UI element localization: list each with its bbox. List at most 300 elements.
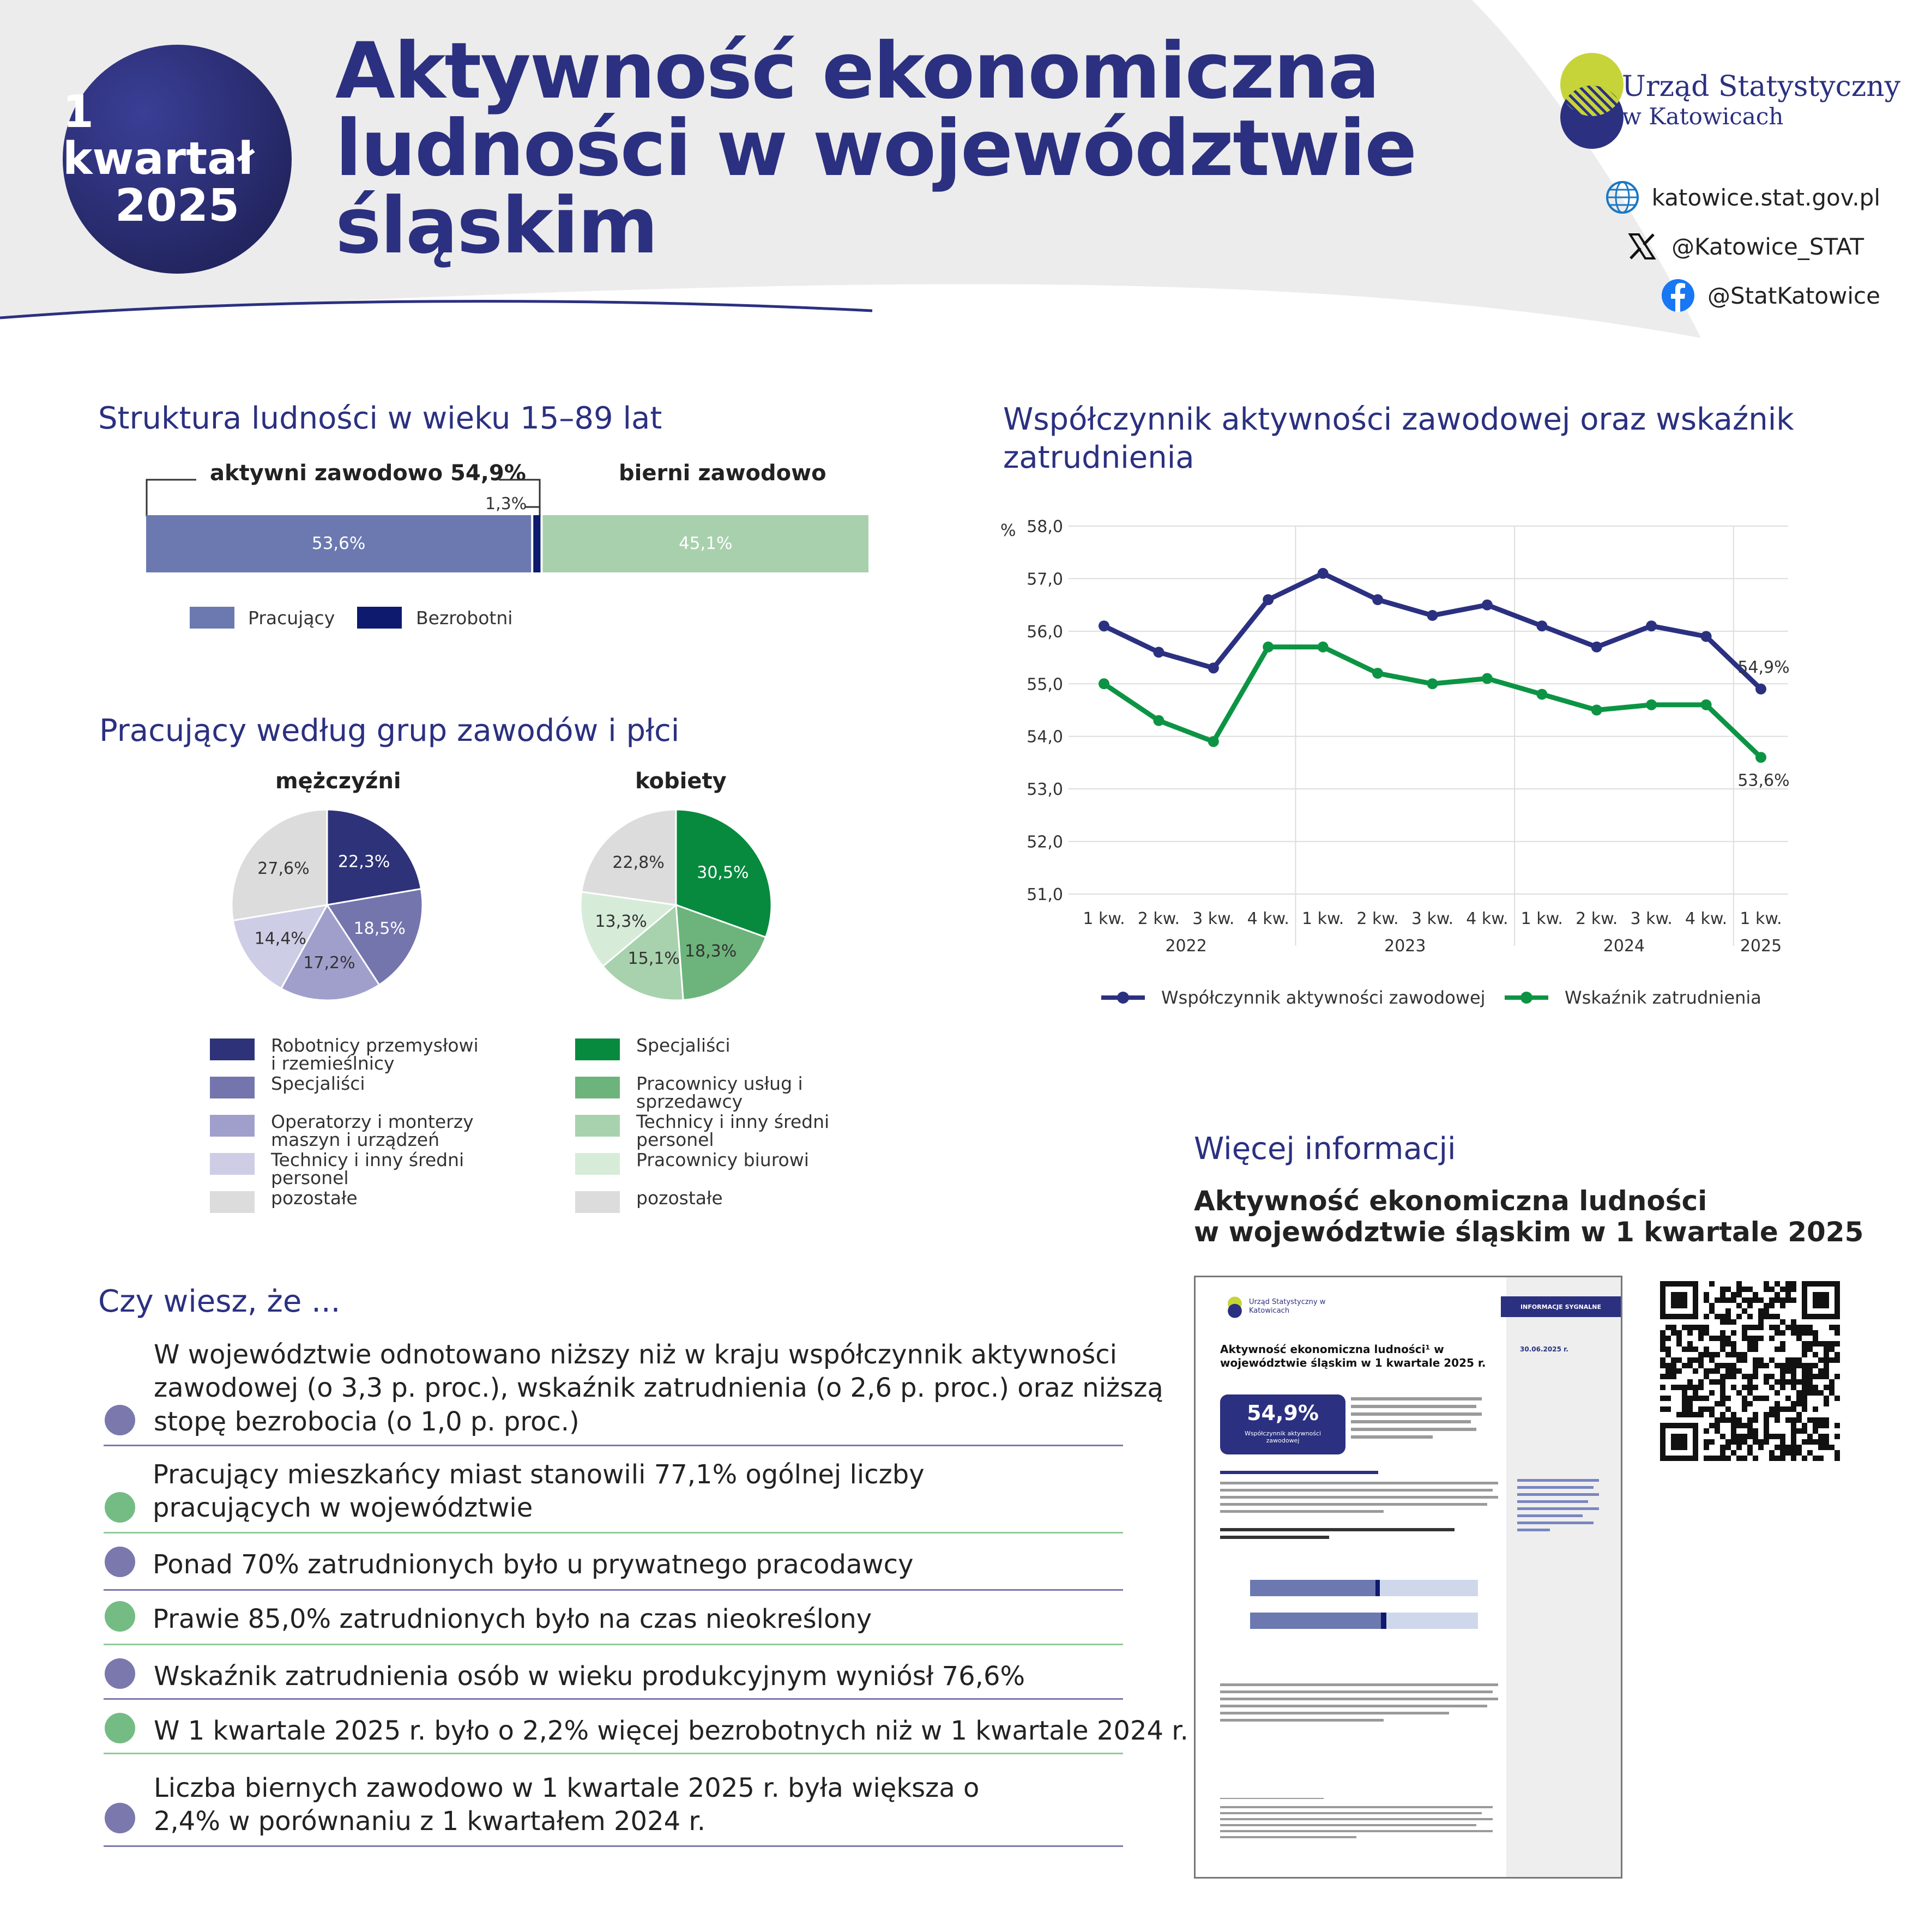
qr-module: [1785, 1406, 1791, 1412]
legend-marker-employment-rate: [1520, 992, 1532, 1004]
qr-module: [1731, 1352, 1736, 1357]
qr-module: [1665, 1406, 1671, 1412]
qr-module: [1725, 1396, 1731, 1401]
qr-module: [1764, 1281, 1769, 1287]
qr-module: [1747, 1336, 1753, 1341]
qr-module: [1704, 1330, 1709, 1336]
qr-module: [1785, 1357, 1791, 1363]
qr-module: [1796, 1330, 1802, 1336]
active-bracket: [142, 469, 545, 518]
qr-module: [1731, 1385, 1736, 1390]
qr-module: [1709, 1281, 1715, 1287]
qr-module: [1665, 1347, 1671, 1352]
qr-module: [1824, 1347, 1829, 1352]
x-tick-label-8: 4 kw.: [1466, 909, 1508, 928]
qr-module: [1693, 1390, 1698, 1396]
qr-module: [1807, 1330, 1813, 1336]
qr-module: [1698, 1412, 1704, 1417]
fact-text-2: Pracujący mieszkańcy miast stanowili 77,1% ogólnej liczby pracujących w województwie: [153, 1459, 925, 1524]
x-tick-label-11: 3 kw.: [1630, 909, 1673, 928]
qr-module: [1747, 1341, 1753, 1347]
qr-module: [1780, 1434, 1785, 1439]
qr-module: [1747, 1379, 1753, 1385]
unemployed-share-label: 1,3%: [485, 494, 527, 514]
qr-module: [1764, 1434, 1769, 1439]
fact-bullet-2: [105, 1492, 135, 1523]
men-pie-slice-label-5: 27,6%: [257, 859, 310, 879]
qr-module: [1764, 1287, 1769, 1292]
qr-module: [1693, 1396, 1698, 1401]
qr-module: [1715, 1423, 1720, 1428]
x-tick-label-12: 4 kw.: [1685, 909, 1728, 928]
qr-module: [1758, 1297, 1764, 1303]
thumb-title: Aktywność ekonomiczna ludności¹ w województwie śląskim w 1 kwartale 2025 r.: [1220, 1343, 1486, 1369]
qr-module: [1720, 1336, 1725, 1341]
qr-module: [1796, 1357, 1802, 1363]
qr-module: [1824, 1374, 1829, 1379]
qr-module: [1813, 1423, 1818, 1428]
qr-module: [1665, 1368, 1671, 1374]
qr-module: [1758, 1314, 1764, 1319]
org-name-line1: Urząd Statystyczny: [1622, 70, 1901, 103]
x-tick-label-10: 2 kw.: [1576, 909, 1618, 928]
qr-module: [1709, 1412, 1715, 1417]
qr-module: [1829, 1347, 1834, 1352]
y-tick-label-6: 56,0: [1027, 622, 1063, 642]
qr-module: [1720, 1347, 1725, 1352]
activity-rate-point-8: [1482, 600, 1493, 611]
qr-module: [1802, 1439, 1807, 1445]
publication-title-line1: Aktywność ekonomiczna ludności: [1194, 1185, 1707, 1217]
qr-module: [1687, 1363, 1693, 1368]
fact-divider-7: [104, 1845, 1123, 1847]
qr-module: [1715, 1297, 1720, 1303]
fact-divider-6: [104, 1753, 1123, 1754]
women-legend-swatch-2: [575, 1077, 620, 1098]
qr-module: [1698, 1406, 1704, 1412]
x-tick-label-1: 1 kw.: [1083, 909, 1125, 928]
qr-module: [1753, 1385, 1758, 1390]
y-tick-label-5: 55,0: [1027, 675, 1063, 695]
legend-label-pracujacy: Pracujący: [248, 607, 335, 629]
qr-module: [1769, 1314, 1775, 1319]
qr-module: [1715, 1428, 1720, 1434]
qr-module: [1660, 1374, 1665, 1379]
qr-module: [1709, 1423, 1715, 1428]
qr-module: [1802, 1341, 1807, 1347]
qr-module: [1742, 1439, 1747, 1445]
qr-module: [1715, 1368, 1720, 1374]
qr-module: [1791, 1297, 1796, 1303]
qr-module: [1791, 1417, 1796, 1423]
women-pie-title: kobiety: [635, 769, 727, 794]
qr-module: [1764, 1314, 1769, 1319]
qr-module: [1764, 1379, 1769, 1385]
qr-module: [1775, 1297, 1780, 1303]
structure-title: Struktura ludności w wieku 15–89 lat: [98, 401, 662, 436]
women-pie-chart: [567, 796, 785, 1014]
qr-module: [1780, 1287, 1785, 1292]
qr-module: [1824, 1368, 1829, 1374]
fact-text-7: Liczba biernych zawodowo w 1 kwartale 2025 r. była większa o 2,4% w porównaniu z 1 kwartałem 2024 r.: [154, 1773, 980, 1837]
men-legend-label-2: Specjaliści: [271, 1073, 365, 1094]
qr-module: [1709, 1439, 1715, 1445]
qr-code[interactable]: [1660, 1281, 1840, 1461]
qr-module: [1682, 1401, 1687, 1406]
qr-module: [1769, 1287, 1775, 1292]
qr-module: [1807, 1385, 1813, 1390]
qr-module: [1807, 1390, 1813, 1396]
qr-module: [1753, 1336, 1758, 1341]
qr-module: [1791, 1368, 1796, 1374]
qr-module: [1715, 1401, 1720, 1406]
qr-module: [1834, 1374, 1840, 1379]
qr-module: [1813, 1439, 1818, 1445]
qr-module: [1834, 1341, 1840, 1347]
activity-rate-point-3: [1208, 662, 1219, 673]
qr-module: [1818, 1434, 1824, 1439]
publication-title[interactable]: [1194, 1186, 1863, 1247]
qr-module: [1665, 1352, 1671, 1357]
qr-module: [1807, 1368, 1813, 1374]
qr-module: [1725, 1417, 1731, 1423]
qr-module: [1665, 1374, 1671, 1379]
thumb-org: Urząd Statystyczny w Katowicach: [1249, 1298, 1326, 1315]
employment-rate-point-10: [1591, 705, 1602, 716]
qr-module: [1720, 1319, 1725, 1325]
qr-module: [1807, 1379, 1813, 1385]
employment-rate-point-3: [1208, 736, 1219, 747]
qr-module: [1747, 1445, 1753, 1450]
qr-module: [1698, 1363, 1704, 1368]
qr-module: [1753, 1456, 1758, 1461]
qr-module: [1693, 1347, 1698, 1352]
qr-module: [1715, 1456, 1720, 1461]
qr-module: [1715, 1336, 1720, 1341]
x-tick-label-13: 1 kw.: [1740, 909, 1782, 928]
qr-module: [1791, 1325, 1796, 1330]
qr-module: [1802, 1456, 1807, 1461]
qr-module: [1802, 1396, 1807, 1401]
qr-module: [1747, 1374, 1753, 1379]
x-tick-label-7: 3 kw.: [1411, 909, 1454, 928]
qr-module: [1791, 1319, 1796, 1325]
qr-module: [1742, 1357, 1747, 1363]
qr-module: [1742, 1352, 1747, 1357]
qr-module: [1687, 1357, 1693, 1363]
qr-module: [1709, 1352, 1715, 1357]
qr-module: [1747, 1303, 1753, 1308]
qr-module: [1725, 1439, 1731, 1445]
qr-module: [1747, 1325, 1753, 1330]
qr-module: [1660, 1363, 1665, 1368]
x-tick-label-4: 4 kw.: [1247, 909, 1289, 928]
qr-module: [1758, 1445, 1764, 1450]
qr-module: [1742, 1297, 1747, 1303]
qr-module: [1769, 1374, 1775, 1379]
qr-module: [1660, 1406, 1665, 1412]
qr-module: [1747, 1434, 1753, 1439]
qr-module: [1682, 1385, 1687, 1390]
qr-module: [1824, 1396, 1829, 1401]
fact-divider-5: [104, 1698, 1123, 1700]
women-legend-label-5: pozostałe: [636, 1187, 723, 1209]
qr-module: [1818, 1445, 1824, 1450]
qr-module: [1704, 1347, 1709, 1352]
qr-module: [1715, 1417, 1720, 1423]
y-tick-label-4: 54,0: [1027, 727, 1063, 747]
qr-module: [1775, 1456, 1780, 1461]
qr-module: [1720, 1292, 1725, 1297]
qr-module: [1731, 1439, 1736, 1445]
qr-module: [1736, 1445, 1742, 1450]
qr-module: [1764, 1363, 1769, 1368]
qr-module: [1807, 1450, 1813, 1456]
qr-module: [1720, 1379, 1725, 1385]
qr-module: [1753, 1325, 1758, 1330]
qr-module: [1665, 1363, 1671, 1368]
y-tick-label-1: 51,0: [1027, 885, 1063, 904]
qr-module: [1807, 1347, 1813, 1352]
qr-module: [1736, 1434, 1742, 1439]
qr-module: [1824, 1445, 1829, 1450]
qr-module: [1736, 1292, 1742, 1297]
qr-module: [1682, 1363, 1687, 1368]
qr-module: [1758, 1357, 1764, 1363]
qr-module: [1764, 1396, 1769, 1401]
qr-module: [1698, 1325, 1704, 1330]
qr-module: [1660, 1336, 1665, 1341]
qr-module: [1753, 1347, 1758, 1352]
qr-module: [1824, 1434, 1829, 1439]
qr-module: [1796, 1396, 1802, 1401]
qr-module: [1747, 1390, 1753, 1396]
thumb-kpi-value: 54,9%: [1247, 1401, 1319, 1425]
publication-thumbnail[interactable]: [1194, 1276, 1622, 1879]
qr-module: [1807, 1439, 1813, 1445]
activity-rate-point-5: [1318, 568, 1329, 579]
qr-module: [1780, 1456, 1785, 1461]
qr-module: [1807, 1434, 1813, 1439]
qr-module: [1834, 1456, 1840, 1461]
qr-module: [1775, 1314, 1780, 1319]
qr-module: [1747, 1287, 1753, 1292]
qr-module: [1676, 1357, 1682, 1363]
qr-module: [1682, 1325, 1687, 1330]
qr-module: [1725, 1287, 1731, 1292]
qr-module: [1665, 1325, 1671, 1330]
qr-module: [1764, 1417, 1769, 1423]
qr-module: [1824, 1341, 1829, 1347]
qr-module: [1796, 1379, 1802, 1385]
qr-module: [1818, 1456, 1824, 1461]
qr-module: [1753, 1363, 1758, 1368]
y-tick-label-2: 52,0: [1027, 832, 1063, 852]
qr-module: [1796, 1363, 1802, 1368]
qr-module: [1769, 1357, 1775, 1363]
qr-module: [1731, 1374, 1736, 1379]
men-legend-swatch-1: [210, 1039, 255, 1060]
employment-rate-point-11: [1646, 699, 1657, 710]
qr-module: [1796, 1401, 1802, 1406]
qr-module: [1720, 1363, 1725, 1368]
qr-module: [1747, 1347, 1753, 1352]
qr-module: [1731, 1363, 1736, 1368]
qr-module: [1747, 1428, 1753, 1434]
women-pie-slice-label-3: 15,1%: [627, 949, 680, 968]
qr-module: [1780, 1379, 1785, 1385]
qr-module: [1682, 1396, 1687, 1401]
employment-rate-point-13: [1755, 752, 1766, 763]
qr-module: [1709, 1336, 1715, 1341]
thumb-kpi-label: Współczynnik aktywności zawodowej: [1244, 1430, 1321, 1445]
qr-module: [1742, 1308, 1747, 1314]
qr-module: [1671, 1368, 1676, 1374]
website-link[interactable]: [1605, 180, 1880, 215]
qr-module: [1796, 1412, 1802, 1417]
qr-module: [1736, 1314, 1742, 1319]
quarter-badge: [63, 45, 292, 274]
qr-module: [1834, 1423, 1840, 1428]
x-link[interactable]: [1625, 229, 1864, 264]
thumb-body-lines: [1196, 1277, 1621, 1877]
fact-divider-2: [104, 1532, 1123, 1533]
x-tick-label-9: 1 kw.: [1520, 909, 1563, 928]
qr-module: [1818, 1368, 1824, 1374]
men-pie-slice-label-4: 14,4%: [254, 929, 306, 949]
qr-module: [1742, 1374, 1747, 1379]
qr-module: [1687, 1379, 1693, 1385]
qr-module: [1785, 1450, 1791, 1456]
facebook-link[interactable]: [1661, 278, 1880, 313]
line-chart: [981, 502, 1821, 1025]
qr-module: [1796, 1445, 1802, 1450]
qr-module: [1753, 1368, 1758, 1374]
qr-module: [1698, 1330, 1704, 1336]
legend-marker-activity-rate: [1117, 992, 1129, 1004]
bar-segment-pracujacy-label: 53,6%: [311, 534, 366, 553]
passive-label: bierni zawodowo: [619, 461, 826, 486]
qr-module: [1753, 1412, 1758, 1417]
qr-module: [1829, 1390, 1834, 1396]
qr-module: [1791, 1439, 1796, 1445]
x-year-label-2: 2023: [1384, 937, 1426, 956]
qr-module: [1764, 1439, 1769, 1445]
qr-module: [1731, 1428, 1736, 1434]
women-legend-swatch-3: [575, 1115, 620, 1137]
qr-module: [1818, 1374, 1824, 1379]
activity-rate-point-1: [1099, 620, 1109, 631]
qr-module: [1671, 1385, 1676, 1390]
qr-module: [1731, 1297, 1736, 1303]
qr-module: [1753, 1439, 1758, 1445]
qr-module: [1731, 1319, 1736, 1325]
employment-rate-point-6: [1372, 668, 1383, 679]
qr-module: [1731, 1417, 1736, 1423]
qr-module: [1796, 1325, 1802, 1330]
qr-module: [1687, 1412, 1693, 1417]
qr-module: [1731, 1330, 1736, 1336]
qr-module: [1813, 1417, 1818, 1423]
women-legend-label-1: Specjaliści: [636, 1035, 731, 1056]
qr-module: [1747, 1385, 1753, 1390]
qr-module: [1731, 1412, 1736, 1417]
men-legend-label-3: Operatorzy i monterzy maszyn i urządzeń: [271, 1111, 474, 1150]
x-year-label-4: 2025: [1740, 937, 1782, 956]
bar-segment-bierni-label: 45,1%: [678, 534, 733, 553]
qr-module: [1769, 1303, 1775, 1308]
qr-module: [1791, 1445, 1796, 1450]
qr-module: [1687, 1401, 1693, 1406]
qr-module: [1725, 1368, 1731, 1374]
men-legend-swatch-4: [210, 1153, 255, 1175]
qr-module: [1829, 1379, 1834, 1385]
qr-module: [1775, 1412, 1780, 1417]
qr-module: [1824, 1423, 1829, 1428]
line-chart-title: [1003, 401, 1794, 477]
activity-rate-point-9: [1536, 620, 1547, 631]
qr-module: [1791, 1363, 1796, 1368]
qr-module: [1753, 1357, 1758, 1363]
qr-module: [1818, 1390, 1824, 1396]
qr-module: [1736, 1357, 1742, 1363]
qr-module: [1687, 1330, 1693, 1336]
qr-module: [1704, 1297, 1709, 1303]
qr-module: [1687, 1347, 1693, 1352]
qr-module: [1698, 1336, 1704, 1341]
qr-module: [1769, 1336, 1775, 1341]
women-legend-label-3: Technicy i inny średni personel: [636, 1111, 830, 1150]
qr-module: [1753, 1417, 1758, 1423]
y-axis-label: %: [1000, 521, 1016, 540]
qr-module: [1807, 1341, 1813, 1347]
fact-text-6: W 1 kwartale 2025 r. było o 2,2% więcej bezrobotnych niż w 1 kwartale 2024 r.: [154, 1716, 1188, 1746]
qr-module: [1764, 1374, 1769, 1379]
qr-module: [1807, 1363, 1813, 1368]
activity-rate-point-13: [1755, 684, 1766, 695]
men-legend-swatch-3: [210, 1115, 255, 1137]
qr-module: [1709, 1456, 1715, 1461]
qr-module: [1742, 1325, 1747, 1330]
qr-finder-core-2: [1813, 1292, 1829, 1308]
employment-rate-point-7: [1427, 678, 1438, 689]
qr-module: [1802, 1390, 1807, 1396]
qr-module: [1720, 1390, 1725, 1396]
qr-module: [1742, 1401, 1747, 1406]
qr-module: [1725, 1308, 1731, 1314]
x-tick-label-3: 3 kw.: [1192, 909, 1235, 928]
qr-module: [1769, 1456, 1775, 1461]
men-legend-swatch-5: [210, 1191, 255, 1213]
fact-bullet-6: [105, 1713, 135, 1743]
men-pie-slice-label-1: 22,3%: [338, 852, 390, 872]
qr-module: [1720, 1287, 1725, 1292]
legend-label-activity-rate: Współczynnik aktywności zawodowej: [1161, 987, 1486, 1008]
qr-module: [1693, 1368, 1698, 1374]
facts-title: Czy wiesz, że ...: [98, 1284, 341, 1319]
qr-module: [1753, 1341, 1758, 1347]
fact-bullet-5: [105, 1658, 135, 1689]
qr-module: [1736, 1456, 1742, 1461]
qr-module: [1753, 1396, 1758, 1401]
qr-module: [1720, 1330, 1725, 1336]
qr-module: [1682, 1406, 1687, 1412]
qr-module: [1802, 1423, 1807, 1428]
qr-module: [1818, 1341, 1824, 1347]
qr-module: [1775, 1347, 1780, 1352]
qr-module: [1796, 1417, 1802, 1423]
qr-module: [1687, 1385, 1693, 1390]
